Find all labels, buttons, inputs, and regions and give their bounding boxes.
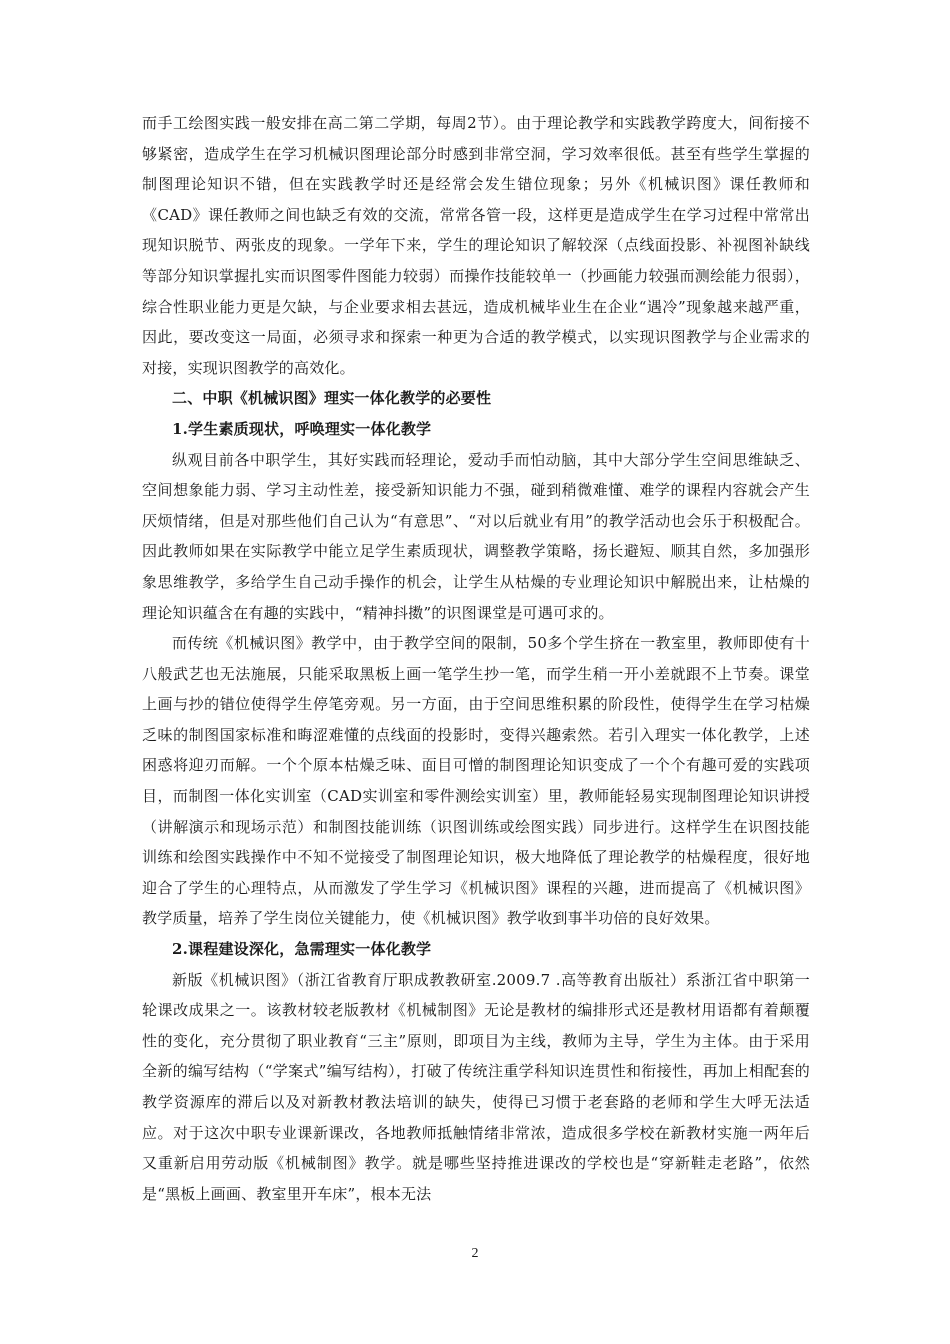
page-number: 2	[471, 1246, 479, 1261]
paragraph-curriculum-reform: 新版《机械识图》（浙江省教育厅职成教教研室.2009.7 .高等教育出版社）系浙江省中职第一轮课改成果之一。该教材较老版教材《机械制图》无论是教材的编排形式还是教材用语都有着颠覆性的变化，充分贯彻了职业教育“三主”原则，即项目为主线，教师为主导，学生为主体。由于采用全新的编写结构（“学案式”编写结构），打破了传统注重学科知识连贯性和衔接性，再加上相配套的教学资源库的滞后以及对新教材教法培训的缺失，使得已习惯于老套路的老师和学生大呼无法适应。对于这次中职专业课新课改，各地教师抵触情绪非常浓，造成很多学校在新教材实施一两年后又重新启用劳动版《机械制图》教学。就是哪些坚持推进课改的学校也是“穿新鞋走老路”，依然是“黑板上画画、教室里开车床”，根本无法	[142, 970, 810, 1203]
paragraph-student-status: 纵观目前各中职学生，其好实践而轻理论，爱动手而怕动脑，其中大部分学生空间思维缺乏、空间想象能力弱、学习主动性差，接受新知识能力不强，碰到稍微难懂、难学的课程内容就会产生厌烦情绪，但是对那些他们自己认为“有意思”、“对以后就业有用”的教学活动也会乐于积极配合。因此教师如果在实际教学中能立足学生素质现状，调整教学策略，扬长避短、顺其自然，多加强形象思维教学，多给学生自己动手操作的机会，让学生从枯燥的专业理论知识中解脱出来，让枯燥的理论知识蕴含在有趣的实践中，“精神抖擞”的识图课堂是可遇可求的。	[142, 450, 810, 622]
subsection-heading-2: 2.课程建设深化，急需理实一体化教学	[172, 940, 432, 959]
section-heading-2: 二、中职《机械识图》理实一体化教学的必要性	[172, 389, 492, 408]
subsection-heading-1: 1.学生素质现状，呼唤理实一体化教学	[172, 419, 432, 438]
paragraph-intro-continued: 而手工绘图实践一般安排在高二第二学期，每周2节）。由于理论教学和实践教学跨度大，间衔接不够紧密，造成学生在学习机械识图理论部分时感到非常空洞，学习效率很低。甚至有些学生掌握的制图理论知识不错，但在实践教学时还是经常会发生错位现象；另外《机械识图》课任教师和《CAD》课任教师之间也缺乏有效的交流，常常各管一段，这样更是造成学生在学习过程中常常出现知识脱节、两张皮的现象。一学年下来，学生的理论知识了解较深（点线面投影、补视图补缺线等部分知识掌握扎实而识图零件图能力较弱）而操作技能较单一（抄画能力较强而测绘能力很弱），综合性职业能力更是欠缺，与企业要求相去甚远，造成机械毕业生在企业“遇冷”现象越来越严重，因此，要改变这一局面，必须寻求和探索一种更为合适的教学模式，以实现识图教学与企业需求的对接，实现识图教学的高效化。	[142, 114, 810, 377]
paragraph-traditional-teaching: 而传统《机械识图》教学中，由于教学空间的限制，50多个学生挤在一教室里，教师即使有十八般武艺也无法施展，只能采取黑板上画一笔学生抄一笔，而学生稍一开小差就跟不上节奏。课堂上画与抄的错位使得学生停笔旁观。另一方面，由于空间思维积累的阶段性，使得学生在学习枯燥乏味的制图国家标准和晦涩难懂的点线面的投影时，变得兴趣索然。若引入理实一体化教学，上述困惑将迎刃而解。一个个原本枯燥乏味、面目可憎的制图理论知识变成了一个个有趣可爱的实践项目，而制图一体化实训室（CAD实训室和零件测绘实训室）里，教师能轻易实现制图理论知识讲授（讲解演示和现场示范）和制图技能训练（识图训练或绘图实践）同步进行。这样学生在识图技能训练和绘图实践操作中不知不觉接受了制图理论知识，极大地降低了理论教学的枯燥程度，很好地迎合了学生的心理特点，从而激发了学生学习《机械识图》课程的兴趣，进而提高了《机械识图》教学质量，培养了学生岗位关键能力，使《机械识图》教学收到事半功倍的良好效果。	[142, 634, 810, 928]
document-body	[142, 108, 810, 1209]
